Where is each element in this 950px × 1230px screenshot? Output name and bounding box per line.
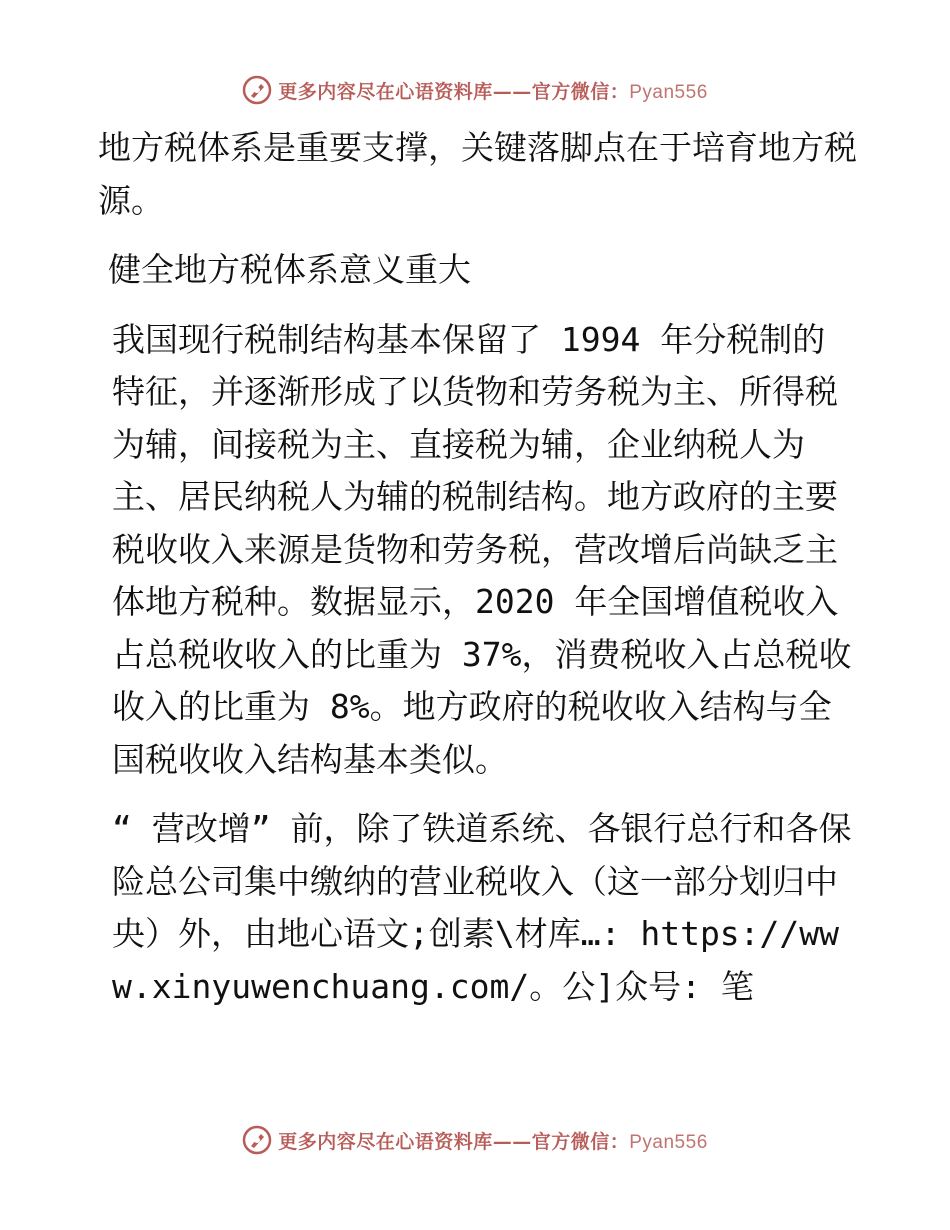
banner-dash: —— xyxy=(492,80,532,103)
document-body xyxy=(98,122,858,1013)
banner-wechat-label: 官方微信： xyxy=(531,1130,630,1153)
paragraph-1: 地方税体系是重要支撑，关键落脚点在于培育地方税源。 xyxy=(98,128,857,220)
banner-main-text: 更多内容尽在心语资料库 xyxy=(278,80,493,103)
paragraph-2: 我国现行税制结构基本保留了 1994 年分税制的特征，并逐渐形成了以货物和劳务税为主、所得税为辅，间接税为主、直接税为辅，企业纳税人为主、居民纳税人为辅的税制结构。地方政府的主要税收收入来源是货物和劳务税，营改增后尚缺乏主体地方税种。数据显示，2020 年全国增值税收入占总税收收入的比重为 37%，消费税收入占总税收收入的比重为 8%。地方政府的税收收入结构与全国税收收入结构基本类似。 xyxy=(112,319,852,779)
banner-text xyxy=(278,1127,708,1154)
banner-main-text: 更多内容尽在心语资料库 xyxy=(278,1130,493,1153)
banner-wechat-id: Pyan556 xyxy=(629,1131,708,1153)
section-heading: 健全地方税体系意义重大 xyxy=(108,250,471,289)
footer-watermark-banner xyxy=(0,1120,950,1160)
banner-dash: —— xyxy=(492,1130,532,1153)
header-watermark-banner xyxy=(0,70,950,110)
banner-wechat-id: Pyan556 xyxy=(629,81,708,103)
banner-wechat-label: 官方微信： xyxy=(531,80,630,103)
pen-logo-icon xyxy=(242,75,272,105)
banner-text xyxy=(278,77,708,104)
paragraph-3: “ 营改增” 前，除了铁道系统、各银行总行和各保险总公司集中缴纳的营业税收入（这一部分划归中央）外，由地心语文;创素\材库…: https://www.xinyuwenchuang.com/。公]众号: 笔 xyxy=(112,809,852,1006)
pen-logo-icon xyxy=(242,1125,272,1155)
